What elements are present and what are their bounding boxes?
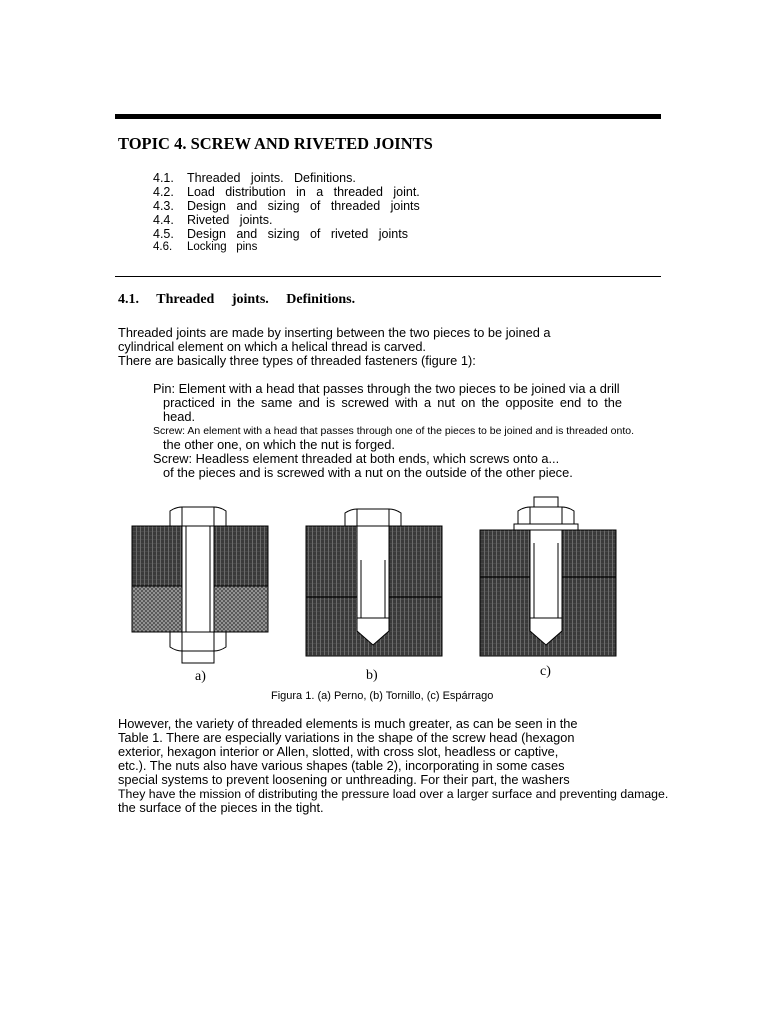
toc-number: 4.5. [153,227,174,241]
figure-label-c: c) [540,664,551,679]
topic-title: TOPIC 4. SCREW AND RIVETED JOINTS [118,134,433,153]
toc-text: Riveted joints. [187,213,273,227]
toc-text: Load distribution in a threaded joint. [187,185,420,199]
toc-item [153,199,420,213]
paragraph-line: exterior, hexagon interior or Allen, slotted, with cross slot, headless or captive, [118,744,559,759]
paragraph-line: However, the variety of threaded elements is much greater, as can be seen in the [118,716,578,731]
paragraph-line: special systems to prevent loosening or unthreading. For their part, the washers [118,772,570,787]
paragraph-line: Screw: An element with a head that passes through one of the pieces to be joined and is threaded onto. [153,425,634,437]
paragraph-line: Pin: Element with a head that passes through the two pieces to be joined via a drill [153,381,620,396]
toc-item [153,171,356,185]
paragraph-line: head. [163,409,196,424]
toc-text: Threaded joints. Definitions. [187,171,356,185]
toc-item [153,227,408,241]
toc-number: 4.2. [153,185,174,199]
paragraph-line: the surface of the pieces in the tight. [118,800,324,815]
section-divider [115,276,661,277]
paragraph-line: There are basically three types of threaded fasteners (figure 1): [118,353,476,368]
toc-item [153,185,420,199]
paragraph-line: cylindrical element on which a helical thread is carved. [118,339,426,354]
toc-item [153,241,257,253]
paragraph-line: etc.). The nuts also have various shapes (table 2), incorporating in some cases [118,758,565,773]
toc-text: Locking pins [187,241,258,253]
toc-number: 4.3. [153,199,174,213]
paragraph-line: Screw: Headless element threaded at both ends, which screws onto a... [153,451,560,466]
bolt-drawing [132,507,268,663]
paragraph-line: the other one, on which the nut is forged. [163,437,395,452]
fastener-figure [120,495,640,690]
paragraph-line: Table 1. There are especially variations in the shape of the screw head (hexagon [118,730,575,745]
paragraph-line: They have the mission of distributing the pressure load over a larger surface and preventing damage. [118,787,669,801]
paragraph-line: Threaded joints are made by inserting between the two pieces to be joined a [118,325,551,340]
toc-text: Design and sizing of threaded joints [187,199,420,213]
paragraph-line: practiced in the same and is screwed with a nut on the opposite end to the [163,395,622,410]
figure-caption: Figura 1. (a) Perno, (b) Tornillo, (c) Espárrago [271,690,494,702]
toc-number: 4.6. [153,241,173,253]
screw-drawing [306,509,442,656]
stud-drawing [480,497,616,656]
toc-number: 4.1. [153,171,174,185]
toc-number: 4.4. [153,213,174,227]
figure-label-a: a) [195,669,206,684]
top-rule [115,114,661,119]
toc-text: Design and sizing of riveted joints [187,227,408,241]
toc-item [153,213,272,227]
figure-label-b: b) [366,668,378,683]
paragraph-line: of the pieces and is screwed with a nut on the outside of the other piece. [163,465,573,480]
section-heading: 4.1. Threaded joints. Definitions. [118,292,356,307]
